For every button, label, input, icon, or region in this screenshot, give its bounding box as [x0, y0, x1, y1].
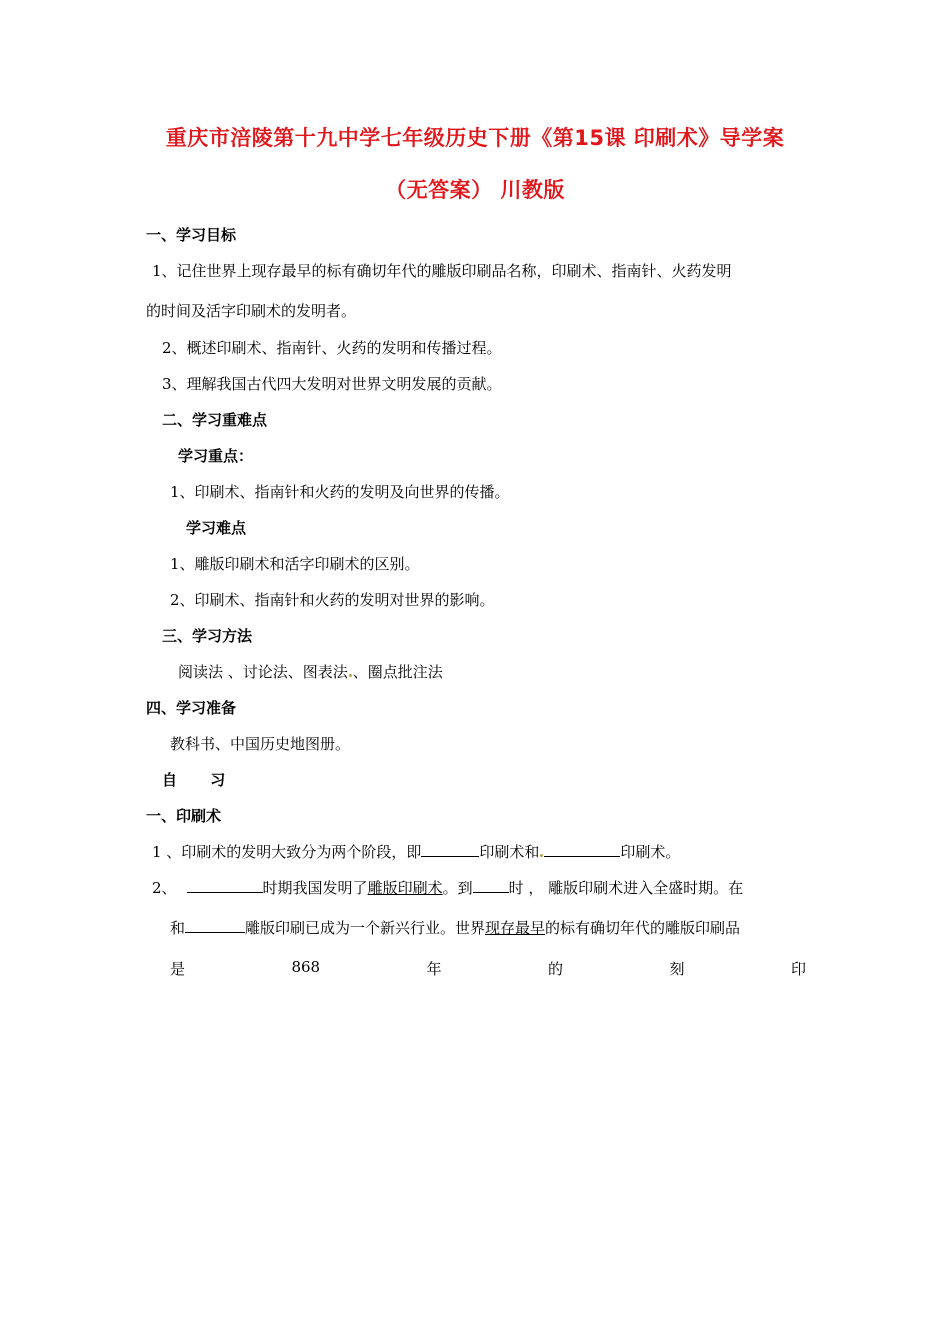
question-2-part-d: 时 ， 雕版印刷术进入全盛时期。在 [508, 879, 744, 897]
self-study-heading: 自 习 [162, 771, 240, 789]
methods-part-b: 、圈点批注法 [352, 663, 443, 681]
goal-1-line-a: 1、记住世界上现存最早的标有确切年代的雕版印刷品名称，印刷术、指南针、火药发明 [152, 262, 732, 280]
question-2-continued [170, 917, 740, 938]
title-line-2: （无答案） 川教版 [385, 178, 565, 202]
fill-blank-1[interactable] [421, 842, 479, 857]
question-1-part-b: 印刷术和 [479, 843, 540, 861]
difficulty-2: 2、印刷术、指南针和火药的发明对世界的影响。 [170, 591, 495, 609]
key-points-heading: 学习重点： [178, 447, 254, 465]
question-1-part-a: 1 、印刷术的发明大致分为两个阶段，即 [152, 843, 422, 861]
fill-blank-4[interactable] [473, 878, 509, 893]
spread-word-3: 年 [426, 960, 442, 978]
question-1 [152, 841, 680, 862]
question-2-part-b: 时期我国发明了 [262, 879, 368, 897]
question-2-cont-part-c: 的标有确切年代的雕版印刷品 [545, 919, 741, 937]
spread-word-4: 的 [548, 960, 564, 978]
preparation-text: 教科书、中国历史地图册。 [170, 735, 351, 753]
spread-word-6: 印 [790, 960, 806, 978]
section-heading-4: 四、学习准备 [146, 699, 237, 717]
subsection-printing: 一、印刷术 [146, 807, 222, 825]
title-line-1: 重庆市涪陵第十九中学七年级历史下册《第15课 印刷术》导学案 [165, 126, 785, 150]
question-2 [152, 877, 743, 898]
section-heading-1: 一、学习目标 [146, 226, 237, 244]
fill-blank-3[interactable] [187, 878, 263, 893]
goal-1-line-b: 的时间及活字印刷术的发明者。 [146, 302, 357, 320]
difficulty-heading: 学习难点 [186, 519, 247, 537]
key-point-1: 1、印刷术、指南针和火药的发明及向世界的传播。 [170, 483, 510, 501]
question-2-cont-part-a: 和 [170, 919, 186, 937]
question-2-cont-part-b: 雕版印刷已成为一个新兴行业。世界 [245, 919, 486, 937]
fill-blank-2[interactable] [544, 842, 620, 857]
question-2-part-c: 。到 [442, 879, 473, 897]
section-heading-3: 三、学习方法 [162, 627, 253, 645]
question-2-part-a: 2、 [152, 879, 177, 897]
goal-3: 3、理解我国古代四大发明对世界文明发展的贡献。 [162, 375, 502, 393]
section-heading-2: 二、学习重难点 [162, 411, 268, 429]
stray-mark [540, 854, 543, 857]
fill-blank-5[interactable] [185, 918, 245, 933]
question-2-last-line [170, 958, 806, 979]
spread-word-1: 是 [170, 960, 186, 978]
methods-part-a: 阅读法 、讨论法、图表法 [178, 663, 348, 681]
spread-word-5: 刻 [669, 960, 685, 978]
methods-text [178, 661, 443, 682]
underlined-term-1: 雕版印刷术 [367, 879, 443, 897]
goal-2: 2、概述印刷术、指南针、火药的发明和传播过程。 [162, 339, 502, 357]
spread-word-2: 868 [291, 958, 321, 976]
underlined-term-2: 现存最早 [485, 919, 546, 937]
difficulty-1: 1、雕版印刷术和活字印刷术的区别。 [170, 555, 420, 573]
question-1-part-c: 印刷术。 [620, 843, 681, 861]
stray-mark [349, 674, 352, 677]
